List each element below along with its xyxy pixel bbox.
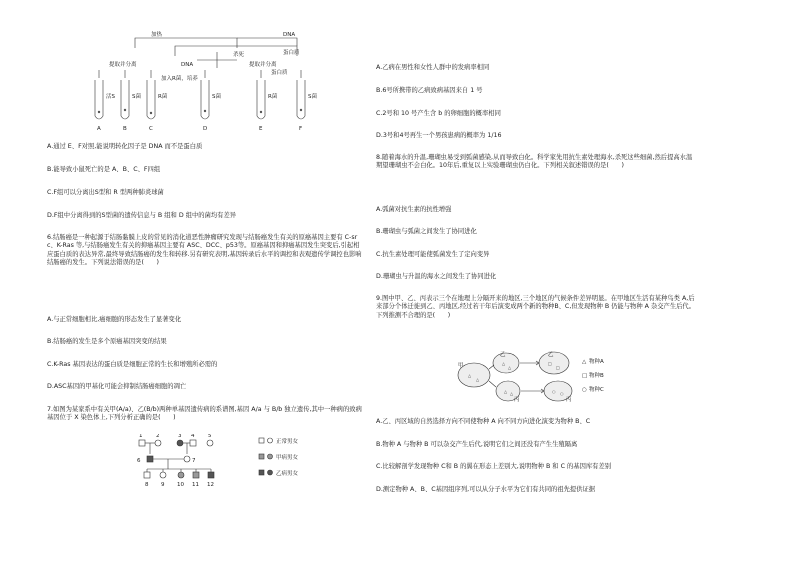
transformation-experiment-figure bbox=[87, 30, 327, 136]
top-label-kill: 杀死 bbox=[233, 52, 245, 58]
q9-option-c: C.比较解剖学发现物种 C和 B 的翼在形态上差别大,说明物种 B 和 C 的基因库有差别 bbox=[376, 463, 612, 470]
q9-option-b: B.物种 A 与物种 B 可以杂交产生后代,说明它们之间还没有产生生殖隔离 bbox=[376, 441, 578, 448]
side-label-3: DNA bbox=[181, 62, 194, 68]
speciation-figure bbox=[454, 347, 624, 407]
prev-option-c: C.F组可以分离出S型和 R 型两种肺炎球菌 bbox=[47, 189, 164, 196]
q8-option-d: D.珊瑚虫与升温的海水之间发生了协同进化 bbox=[376, 273, 497, 280]
label-11: 11 bbox=[192, 482, 199, 488]
pedigree-chart bbox=[133, 434, 323, 498]
legend-species-a: 物种A bbox=[589, 359, 604, 365]
top-label-protein: 蛋白质 bbox=[283, 50, 300, 56]
svg-text:△: △ bbox=[504, 389, 508, 394]
tube-label-f: S菌 bbox=[308, 94, 317, 100]
label-4: 4 bbox=[191, 434, 195, 439]
letter-b: B bbox=[123, 126, 127, 132]
individual-1 bbox=[139, 440, 145, 446]
individual-2 bbox=[155, 440, 161, 446]
top-label-dna: DNA bbox=[283, 32, 296, 38]
individual-5 bbox=[207, 440, 213, 446]
individual-3 bbox=[177, 440, 183, 446]
svg-text:□: □ bbox=[556, 365, 560, 370]
region-label-yi-2: 乙 bbox=[548, 352, 554, 358]
label-12: 12 bbox=[207, 482, 214, 488]
label-2: 2 bbox=[156, 434, 160, 439]
svg-text:□: □ bbox=[548, 361, 552, 366]
q6-option-a: A.与正常细胞相比,癌细胞的形态发生了显著变化 bbox=[47, 316, 182, 323]
letter-d: D bbox=[203, 126, 208, 132]
side-label-2: 提取并分离 bbox=[249, 62, 277, 68]
q7-option-c: C.2号和 10 号产生含 b 的卵细胞的概率相同 bbox=[376, 110, 501, 117]
legend-species-c-icon: ○ bbox=[582, 387, 587, 393]
legend-species-b-icon: □ bbox=[582, 373, 588, 379]
individual-12 bbox=[208, 472, 214, 478]
individual-11 bbox=[193, 472, 199, 478]
letter-f: F bbox=[299, 126, 303, 132]
letter-c: C bbox=[149, 126, 153, 132]
q9-option-a: A.乙、丙区域的自然选择方向不同使物种 A 向不同方向进化演变为物种 B、C bbox=[376, 418, 591, 425]
label-3: 3 bbox=[178, 434, 182, 439]
q6-option-c: C.K-Ras 基因表达的蛋白质是细胞正常的生长和增殖所必需的 bbox=[47, 361, 218, 368]
prev-option-b: B.能导致小鼠死亡的是 A、B、C、F四组 bbox=[47, 166, 161, 173]
svg-text:○: ○ bbox=[552, 389, 556, 394]
tube-label-b: S菌 bbox=[132, 94, 141, 100]
legend-jia: 甲病男女 bbox=[276, 455, 299, 461]
q8-option-c: C.抗生素处理可能使弧菌发生了定向变异 bbox=[376, 251, 490, 258]
region-yi-1 bbox=[493, 353, 519, 373]
q6-stem: 6.结肠癌是一种起源于结肠黏膜上皮的常见的消化道恶性肿瘤研究发现与结肠癌发生有关的原癌基因主要有 C-src、K-Ras 等,与结肠癌发生有关的抑癌基因主要有 ASC、DCC、p53等。原癌基因和抑癌基因发生突变后,引起相应蛋白质的表达异常,最终导致结肠癌的发生和转移.另有研究表明,基因转录后水平的调控和表观遗传学调控也影响结肠癌的发生。下列说法错误的是( ) bbox=[47, 234, 362, 267]
region-label-bing-1: 丙 bbox=[514, 397, 520, 403]
label-6: 6 bbox=[137, 458, 141, 464]
q6-option-d: D.ASC基因的甲基化可能会抑制结肠癌细胞的凋亡 bbox=[47, 383, 187, 390]
q8-stem: 8.随着海水的升温,珊瑚虫易受到弧菌感染,从而导致白化。科学家先用抗生素处理海水,杀死这些细菌,然后提高水温期望珊瑚虫不会白化。10年后,重复以上实验珊瑚虫仍白化。下列相关叙述错误的是( ) bbox=[376, 154, 693, 170]
legend-species-c: 物种C bbox=[589, 387, 604, 393]
label-1: 1 bbox=[139, 434, 143, 439]
letter-e: E bbox=[259, 126, 263, 132]
region-label-jia: 甲 bbox=[458, 363, 464, 369]
svg-text:○: ○ bbox=[560, 391, 564, 396]
prev-option-d: D.F组中分离得到的S型菌的遗传信息与 B 组和 D 组中的菌均有差异 bbox=[47, 212, 237, 219]
svg-text:△: △ bbox=[510, 391, 514, 396]
q6-option-b: B.结肠癌的发生是多个原癌基因突变的结果 bbox=[47, 338, 167, 345]
q7-option-d: D.3号和4号再生一个男孩患病的概率为 1/16 bbox=[376, 132, 502, 139]
label-5: 5 bbox=[208, 434, 212, 439]
label-10: 10 bbox=[177, 482, 184, 488]
svg-text:△: △ bbox=[468, 373, 472, 378]
legend-species-a-icon: △ bbox=[582, 359, 587, 365]
q8-option-a: A.弧菌对抗生素的抗性增强 bbox=[376, 206, 452, 213]
q8-option-b: B.珊瑚虫与弧菌之间发生了协同进化 bbox=[376, 228, 477, 235]
svg-text:△: △ bbox=[476, 377, 480, 382]
q7-option-b: B.6号所携带的乙病致病基因来自 1 号 bbox=[376, 87, 483, 94]
tube-label-e: R菌 bbox=[268, 94, 278, 100]
region-label-yi-1: 乙 bbox=[500, 352, 506, 358]
legend-species-b: 物种B bbox=[589, 373, 604, 379]
individual-9 bbox=[160, 472, 166, 478]
q7-option-a: A.乙病在男性和女性人群中的发病率相同 bbox=[376, 64, 490, 71]
q9-stem: 9.图中甲、乙、丙表示三个在地理上分隔开来的地区,三个地区的气候条件差异明显。在甲地区生活有某种鸟类 A,后来部分个体迁徙到乙、丙地区,经过若干年后演变成两个新的物种B、C,但发现物种 B 仍能与物种 A 杂交产生后代。下列推测不合理的是( ) bbox=[376, 295, 696, 319]
individual-7 bbox=[184, 456, 190, 462]
legend-yi: 乙病男女 bbox=[276, 471, 299, 477]
region-yi-2 bbox=[539, 352, 569, 374]
individual-6 bbox=[147, 456, 153, 462]
prev-option-a: A.通过 E、F对照,能说明转化因子是 DNA 而不是蛋白质 bbox=[47, 143, 203, 150]
label-7: 7 bbox=[192, 458, 196, 464]
tube-label-c: R菌 bbox=[158, 94, 168, 100]
figure-note: 加入R菌，培养 bbox=[161, 76, 198, 82]
region-label-bing-2: 丙 bbox=[566, 397, 572, 403]
legend-normal: 正常男女 bbox=[276, 439, 299, 445]
tube-label-d: S菌 bbox=[212, 94, 221, 100]
letter-a: A bbox=[97, 126, 101, 132]
svg-text:△: △ bbox=[502, 361, 506, 366]
q7-stem: 7.如图为某家系中有关甲(A/a)、乙(B/b)两种单基因遗传病的系谱图,基因 A/a 与 B/b 独立遗传,其中一种病的致病基因位于 X 染色体上,下列分析正确的是( ) bbox=[47, 406, 362, 422]
side-label-1: 提取并分离 bbox=[109, 62, 137, 68]
tube-label-a: 活S bbox=[106, 94, 115, 100]
svg-text:△: △ bbox=[508, 365, 512, 370]
individual-10 bbox=[178, 472, 184, 478]
label-8: 8 bbox=[145, 482, 149, 488]
individual-4 bbox=[190, 440, 196, 446]
side-label-4: 蛋白质 bbox=[271, 70, 288, 76]
label-9: 9 bbox=[161, 482, 165, 488]
individual-8 bbox=[144, 472, 150, 478]
top-label-heat: 加热 bbox=[151, 32, 163, 38]
q9-option-d: D.测定物种 A、B、C基因组序列,可以从分子水平为它们有共同的祖先提供证据 bbox=[376, 486, 596, 493]
